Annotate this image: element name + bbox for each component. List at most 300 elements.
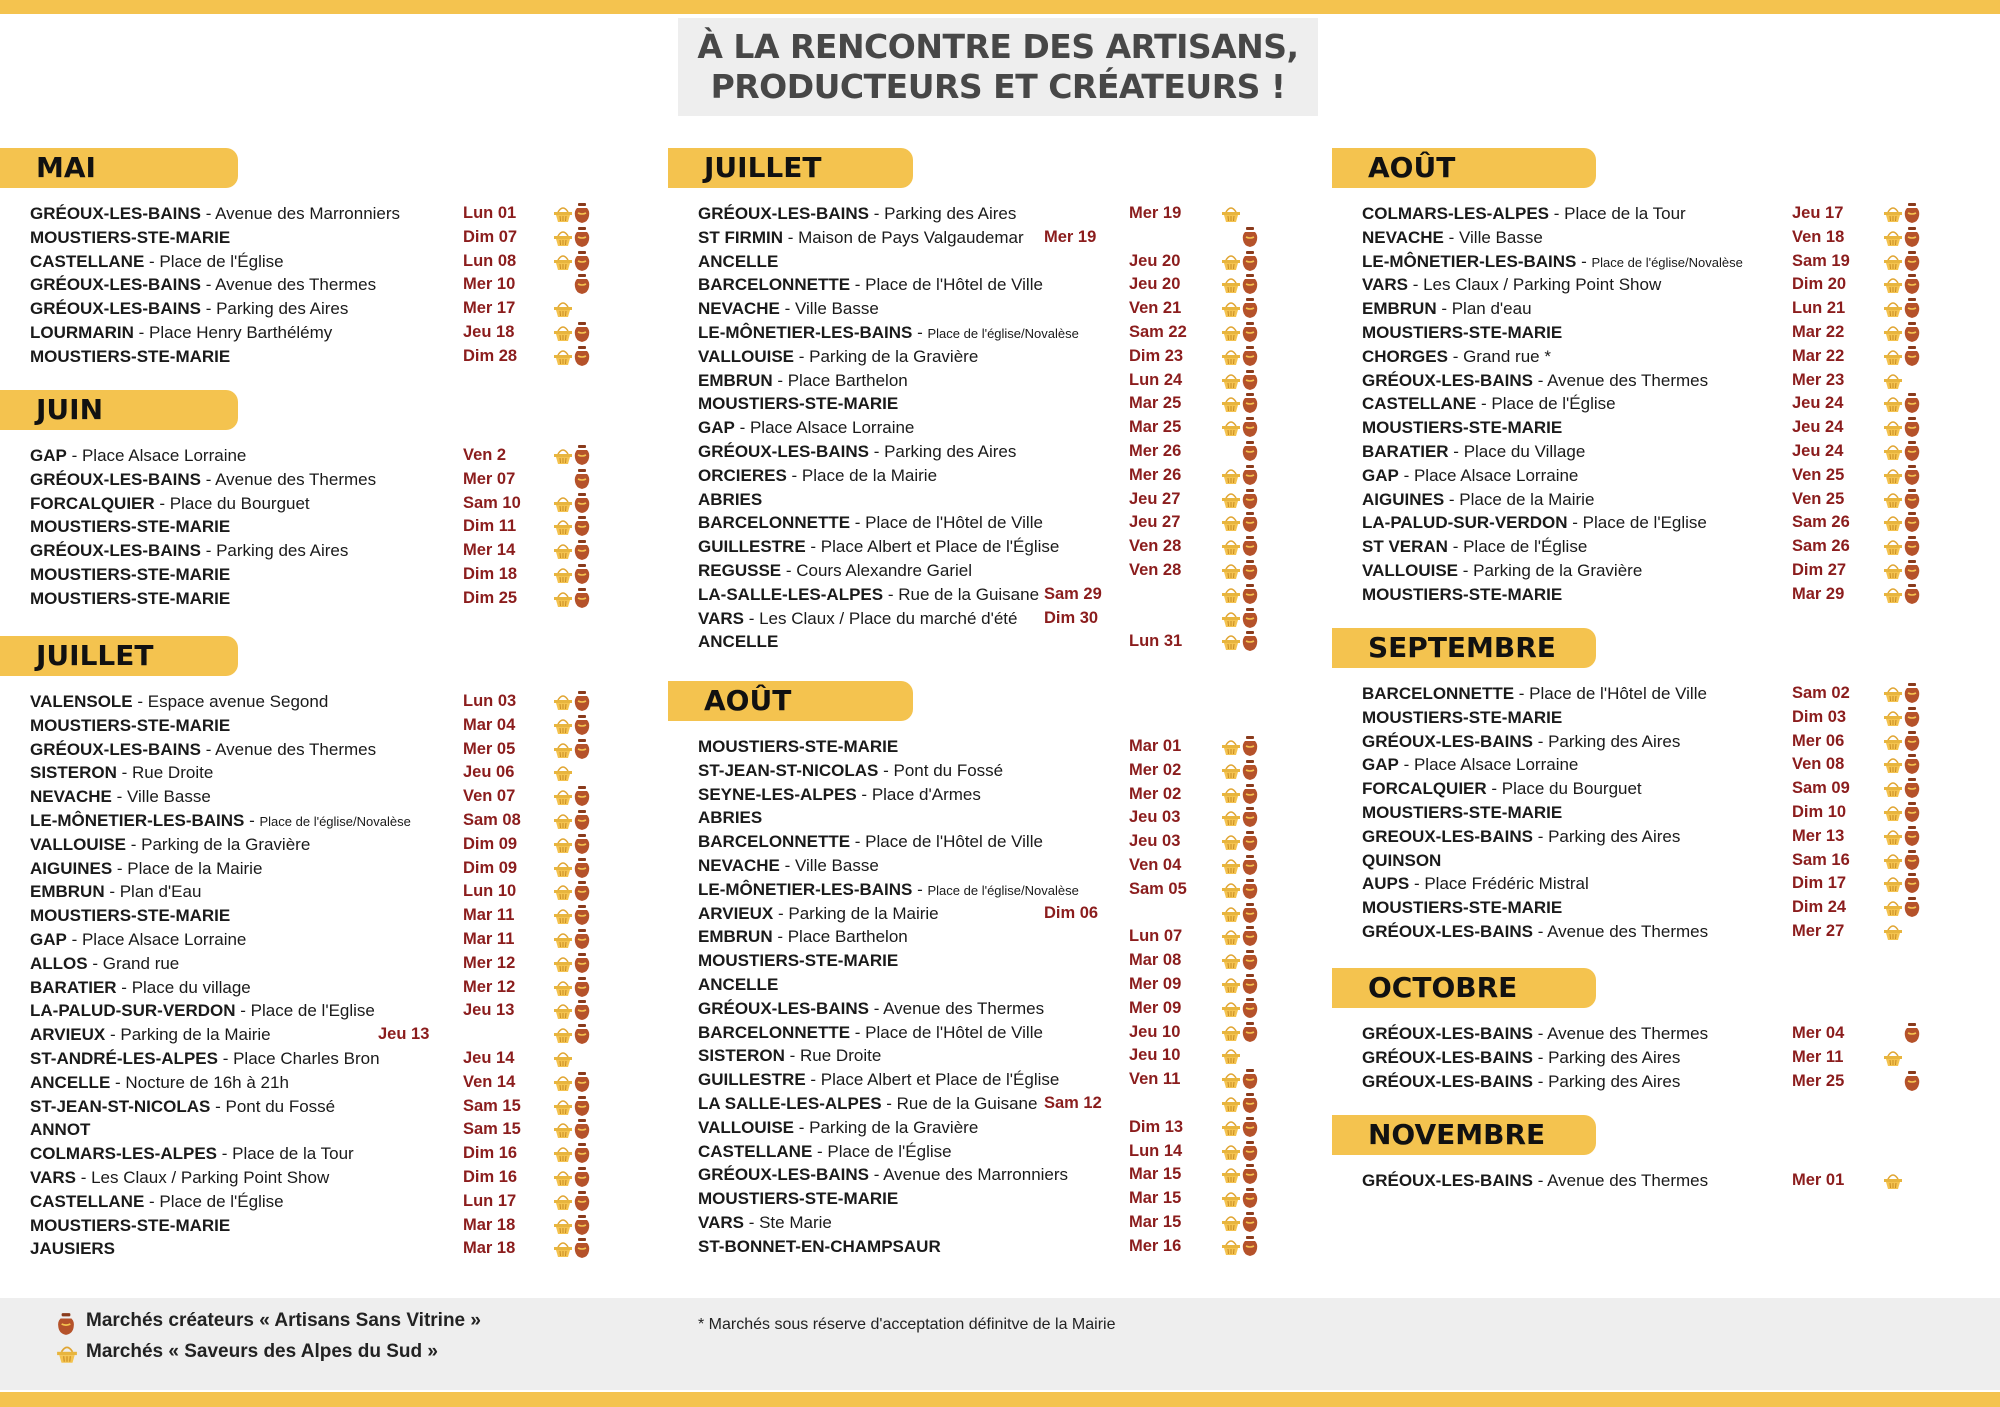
jar-icon (1903, 511, 1921, 533)
market-date: Lun 21 (1792, 299, 1846, 318)
month-section (1332, 1115, 1992, 1193)
market-town: NEVACHE (698, 855, 780, 875)
jar-icon (1241, 345, 1259, 367)
market-venue: EMBRUN - Place Barthelon (698, 370, 908, 390)
jar-icon (573, 928, 591, 950)
market-row (0, 321, 660, 345)
market-row (0, 1071, 660, 1095)
market-place: Place Albert et Place de l'Église (820, 537, 1060, 557)
basket-icon (553, 323, 573, 343)
market-place: Rue Droite (132, 763, 214, 783)
market-place: Place Albert et Place de l'Église (820, 1070, 1060, 1090)
month-heading: JUILLET (668, 148, 913, 188)
basket-icon (1883, 252, 1903, 272)
jar-icon (1241, 488, 1259, 510)
market-row (0, 492, 660, 516)
basket-icon (553, 882, 573, 902)
market-town: GAP (698, 418, 735, 438)
market-row (0, 587, 660, 611)
market-row (668, 1235, 1328, 1259)
basket-icon (1221, 275, 1241, 295)
market-town: ST-BONNET-EN-CHAMPSAUR (698, 1236, 941, 1256)
jar-icon (1241, 783, 1259, 805)
market-town: ABRIES (698, 489, 763, 509)
market-venue (30, 1214, 230, 1238)
basket-icon (553, 1097, 573, 1117)
market-date: Dim 09 (463, 858, 518, 877)
month-heading: OCTOBRE (1332, 968, 1596, 1008)
market-date: Mar 08 (1129, 951, 1182, 970)
market-town: MOUSTIERS-STE-MARIE (30, 517, 231, 537)
basket-icon (553, 299, 573, 319)
market-place: Grand rue (102, 953, 180, 973)
jar-icon (1241, 1163, 1259, 1185)
market-town: VARS (698, 608, 744, 628)
market-place: Avenue des Thermes (1547, 1024, 1709, 1043)
market-venue: LA SALLE-LES-ALPES - Rue de la Guisane (698, 1093, 1038, 1113)
market-row (668, 949, 1328, 973)
market-venue: ST-JEAN-ST-NICOLAS - Pont du Fossé (30, 1096, 336, 1116)
market-town: GAP (1362, 755, 1399, 775)
market-date: Dim 10 (1792, 802, 1847, 821)
basket-icon (553, 906, 573, 926)
market-venue: BARCELONNETTE - Place de l'Hôtel de Ville (698, 1022, 1043, 1042)
market-venue: ANCELLE - Nocture de 16h à 21h (30, 1072, 289, 1092)
market-venue: GRÉOUX-LES-BAINS - Avenue des Thermes (30, 469, 377, 489)
jar-icon (573, 1071, 591, 1093)
basket-icon (1221, 975, 1241, 995)
market-date: Ven 04 (1129, 855, 1182, 874)
market-row (0, 999, 660, 1023)
market-town: MOUSTIERS-STE-MARIE (698, 1189, 899, 1209)
basket-icon (1221, 347, 1241, 367)
market-date: Sam 26 (1792, 513, 1850, 532)
market-place: Parking des Aires (884, 441, 1017, 461)
basket-icon (1221, 737, 1241, 757)
market-town: LE-MÔNETIER-LES-BAINS (30, 810, 245, 830)
market-venue: COLMARS-LES-ALPES - Place de la Tour (30, 1144, 354, 1164)
market-place: Les Claux / Parking Point Show (1423, 275, 1662, 295)
basket-icon (1883, 898, 1903, 918)
market-venue: CASTELLANE - Place de l'Église (1362, 394, 1616, 414)
jar-icon (573, 515, 591, 537)
market-town: LE-MÔNETIER-LES-BAINS (1362, 251, 1577, 271)
market-place: Rue Droite (800, 1046, 882, 1066)
market-place: Place Alsace Lorraine (81, 446, 247, 465)
market-row (1332, 753, 1992, 777)
market-row (1332, 321, 1992, 345)
market-row (668, 226, 1328, 250)
market-venue: ARVIEUX - Parking de la Mairie (698, 903, 939, 923)
market-venue: LA-SALLE-LES-ALPES - Rue de la Guisane (698, 584, 1040, 604)
market-venue: GRÉOUX-LES-BAINS - Avenue des Thermes (1362, 1024, 1709, 1043)
market-place: Rue de la Guisane (898, 584, 1040, 604)
market-venue (698, 735, 898, 759)
market-date: Dim 27 (1792, 560, 1847, 579)
basket-icon (553, 589, 573, 609)
market-venue: ST-ANDRÉ-LES-ALPES - Place Charles Bron (30, 1048, 380, 1068)
month-heading: NOVEMBRE (1332, 1115, 1596, 1155)
market-date: Sam 09 (1792, 779, 1850, 798)
basket-icon (1883, 490, 1903, 510)
jar-icon (573, 273, 591, 295)
jar-icon (573, 714, 591, 736)
market-place: Place de l'église/Novalèse (259, 813, 411, 829)
market-row (0, 690, 660, 714)
basket-icon (1883, 708, 1903, 728)
market-venue: GRÉOUX-LES-BAINS - Parking des Aires (1362, 1047, 1681, 1067)
market-venue: VARS - Ste Marie (698, 1212, 832, 1232)
market-town: GRÉOUX-LES-BAINS (1362, 1071, 1533, 1091)
jar-icon (1241, 250, 1259, 272)
jar-icon (1903, 730, 1921, 752)
month-section (0, 390, 660, 611)
market-town: CASTELLANE (1362, 394, 1477, 414)
market-place: Les Claux / Parking Point Show (91, 1167, 330, 1187)
market-row (1332, 730, 1992, 754)
basket-icon (1883, 922, 1903, 942)
market-venue: GRÉOUX-LES-BAINS - Avenue des Marronniers (30, 204, 401, 223)
basket-icon (553, 716, 573, 736)
market-venue (698, 1235, 941, 1259)
market-date: Sam 10 (463, 493, 521, 512)
market-row (1332, 345, 1992, 369)
market-date: Mer 13 (1792, 826, 1845, 845)
market-date: Ven 28 (1129, 537, 1182, 556)
market-date: Dim 07 (463, 227, 518, 246)
market-date: Jeu 24 (1792, 394, 1844, 413)
month-heading: JUIN (0, 390, 238, 430)
market-town: LE-MÔNETIER-LES-BAINS (698, 879, 913, 899)
market-venue: BARATIER - Place du village (30, 977, 251, 997)
basket-icon (1221, 466, 1241, 486)
market-town: ST-ANDRÉ-LES-ALPES (30, 1048, 218, 1068)
market-town: ANNOT (30, 1120, 91, 1140)
jar-icon (1903, 1022, 1921, 1044)
jar-icon (1903, 682, 1921, 704)
market-date: Mar 18 (463, 1215, 516, 1234)
market-place: Pont du Fossé (225, 1096, 336, 1116)
market-row (668, 878, 1328, 902)
market-venue (698, 630, 778, 654)
basket-icon (1883, 684, 1903, 704)
market-place: Place d'Armes (871, 784, 981, 804)
market-place: Parking des Aires (216, 299, 349, 319)
market-row (668, 1021, 1328, 1045)
jar-icon (573, 880, 591, 902)
market-town: GAP (1362, 465, 1399, 485)
market-place: Avenue des Thermes (1547, 921, 1709, 941)
market-town: GRÉOUX-LES-BAINS (698, 441, 869, 461)
market-place: Place de l'Hôtel de Ville (865, 832, 1043, 852)
market-date: Jeu 20 (1129, 275, 1181, 294)
market-row (668, 345, 1328, 369)
market-town: GRÉOUX-LES-BAINS (698, 998, 869, 1018)
market-venue: VALLOUISE - Parking de la Gravière (698, 346, 979, 366)
market-row (0, 761, 660, 785)
market-place: Place du Bourguet (1501, 779, 1642, 799)
market-town: VALLOUISE (1362, 560, 1459, 580)
market-place: Parking des Aires (1548, 826, 1681, 846)
jar-icon (573, 952, 591, 974)
market-row (1332, 392, 1992, 416)
market-place: Place de l'église/Novalèse (1591, 254, 1743, 270)
market-place: Place Henry Barthélémy (149, 322, 333, 342)
basket-icon (1883, 1048, 1903, 1068)
market-date: Dim 30 (1044, 608, 1099, 627)
month-section (1332, 628, 1992, 944)
basket-icon (1883, 347, 1903, 367)
market-town: GRÉOUX-LES-BAINS (30, 275, 201, 295)
basket-icon (1221, 999, 1241, 1019)
market-venue: GRÉOUX-LES-BAINS - Parking des Aires (698, 204, 1017, 223)
market-date: Sam 19 (1792, 251, 1850, 270)
market-date: Sam 08 (463, 810, 521, 829)
market-town: ABRIES (698, 808, 763, 828)
market-venue (698, 488, 762, 512)
market-date: Mer 06 (1792, 731, 1845, 750)
market-venue (1362, 321, 1562, 345)
market-town: FORCALQUIER (30, 493, 155, 513)
market-date: Dim 06 (1044, 903, 1099, 922)
market-venue (30, 904, 230, 928)
market-place: Rue de la Guisane (896, 1093, 1038, 1113)
market-row (0, 444, 660, 468)
basket-icon (553, 1239, 573, 1259)
title-line-2: PRODUCTEURS ET CRÉATEURS ! (710, 67, 1286, 106)
market-row (1332, 250, 1992, 274)
month-section (1332, 148, 1992, 607)
basket-icon (1221, 1046, 1241, 1066)
market-town: EMBRUN (30, 882, 105, 902)
jar-icon (1241, 973, 1259, 995)
market-date: Dim 16 (463, 1167, 518, 1186)
market-place: Place de l'Église (827, 1141, 952, 1161)
market-venue: GRÉOUX-LES-BAINS - Parking des Aires (698, 441, 1017, 461)
market-date: Mer 12 (463, 977, 516, 996)
market-row (0, 1023, 660, 1047)
basket-icon (1883, 442, 1903, 462)
market-venue: GRÉOUX-LES-BAINS - Avenue des Thermes (1362, 370, 1709, 390)
market-town: MOUSTIERS-STE-MARIE (30, 588, 231, 608)
market-row (0, 1118, 660, 1142)
market-place: Avenue des Marronniers (883, 1165, 1069, 1185)
jar-icon (1903, 297, 1921, 319)
market-town: VALLOUISE (698, 1117, 795, 1137)
basket-icon (553, 811, 573, 831)
market-place: Parking de la Gravière (1473, 560, 1643, 580)
market-date: Jeu 03 (1129, 832, 1181, 851)
market-town: JAUSIERS (30, 1239, 116, 1259)
market-place: Espace avenue Segond (147, 692, 329, 711)
market-row (0, 809, 660, 833)
market-venue: AUPS - Place Frédéric Mistral (1362, 874, 1589, 894)
basket-icon (1883, 755, 1903, 775)
market-row (668, 464, 1328, 488)
market-row (668, 830, 1328, 854)
market-venue: EMBRUN - Place Barthelon (698, 927, 908, 947)
market-town: LA-SALLE-LES-ALPES (698, 584, 884, 604)
jar-icon (1903, 464, 1921, 486)
market-venue: GAP - Place Alsace Lorraine (1362, 755, 1579, 775)
jar-icon (1903, 706, 1921, 728)
market-date: Ven 21 (1129, 299, 1182, 318)
market-row (1332, 682, 1992, 706)
jar-icon (573, 1214, 591, 1236)
market-venue: NEVACHE - Ville Basse (698, 299, 879, 319)
basket-icon (1221, 1165, 1241, 1185)
basket-icon (553, 204, 573, 224)
market-town: ARVIEUX (698, 903, 774, 923)
market-row (1332, 297, 1992, 321)
jar-icon (573, 1237, 591, 1259)
market-venue: NEVACHE - Ville Basse (698, 855, 879, 875)
market-town: GRÉOUX-LES-BAINS (1362, 1024, 1533, 1043)
market-row (1332, 825, 1992, 849)
jar-icon (1241, 416, 1259, 438)
basket-icon (553, 1216, 573, 1236)
market-town: AIGUINES (30, 858, 113, 878)
market-date: Dim 16 (463, 1144, 518, 1163)
market-venue: GRÉOUX-LES-BAINS - Parking des Aires (30, 541, 349, 561)
month-heading: JUILLET (0, 636, 238, 676)
market-venue: NEVACHE - Ville Basse (30, 787, 211, 807)
basket-icon (1883, 851, 1903, 871)
market-town: ST VERAN (1362, 537, 1448, 557)
market-place: Parking des Aires (1548, 731, 1681, 751)
market-date: Ven 07 (463, 787, 516, 806)
market-town: EMBRUN (698, 927, 773, 947)
jar-icon (1903, 440, 1921, 462)
market-row (1332, 369, 1992, 393)
basket-icon (553, 1192, 573, 1212)
basket-icon (1221, 513, 1241, 533)
market-venue: GAP - Place Alsace Lorraine (30, 929, 247, 949)
market-row (668, 273, 1328, 297)
market-date: Mar 22 (1792, 346, 1845, 365)
jar-icon (573, 1190, 591, 1212)
market-town: NEVACHE (698, 299, 780, 319)
market-venue: GRÉOUX-LES-BAINS - Parking des Aires (1362, 731, 1681, 751)
jar-icon (1903, 535, 1921, 557)
market-row (1332, 849, 1992, 873)
market-date: Ven 08 (1792, 755, 1845, 774)
market-date: Mar 11 (463, 906, 515, 925)
market-date: Ven 14 (463, 1072, 516, 1091)
market-row (0, 857, 660, 881)
basket-icon (1221, 609, 1241, 629)
basket-icon (1221, 761, 1241, 781)
market-date: Jeu 20 (1129, 251, 1181, 270)
market-row (1332, 273, 1992, 297)
market-town: ANCELLE (698, 632, 779, 652)
market-date: Sam 15 (463, 1096, 521, 1115)
market-town: ALLOS (30, 953, 88, 973)
market-town: MOUSTIERS-STE-MARIE (30, 906, 231, 926)
legend-jar-label: Marchés créateurs « Artisans Sans Vitrine » (86, 1310, 481, 1331)
market-date: Mer 27 (1792, 921, 1845, 940)
month-section (0, 636, 660, 1261)
jar-icon (1241, 735, 1259, 757)
jar-icon (573, 857, 591, 879)
jar-icon (573, 809, 591, 831)
market-venue: CASTELLANE - Place de l'Église (30, 1191, 284, 1211)
market-date: Sam 29 (1044, 584, 1102, 603)
market-venue: GREOUX-LES-BAINS - Parking des Aires (1362, 826, 1681, 846)
market-venue (698, 1187, 898, 1211)
basket-icon (1221, 1023, 1241, 1043)
jar-icon (573, 785, 591, 807)
market-row (668, 369, 1328, 393)
market-place: Place du village (131, 977, 251, 997)
market-town: ORCIERES (698, 465, 787, 485)
market-venue: REGUSSE - Cours Alexandre Gariel (698, 560, 973, 580)
market-venue: VARS - Les Claux / Parking Point Show (30, 1167, 330, 1187)
market-town: BARCELONNETTE (698, 832, 851, 852)
basket-icon (1221, 880, 1241, 900)
market-row (668, 559, 1328, 583)
market-row (0, 976, 660, 1000)
basket-icon (1883, 513, 1903, 533)
market-row (1332, 1046, 1992, 1070)
market-venue: LOURMARIN - Place Henry Barthélémy (30, 322, 333, 342)
market-town: BARCELONNETTE (698, 513, 851, 533)
market-venue: CASTELLANE - Place de l'Église (698, 1141, 952, 1161)
jar-icon (56, 1312, 76, 1342)
basket-icon (553, 763, 573, 783)
market-row (0, 833, 660, 857)
month-section (668, 681, 1328, 1259)
market-row (1332, 872, 1992, 896)
market-town: CASTELLANE (30, 251, 145, 271)
market-place: Pont du Fossé (893, 760, 1004, 780)
market-row (0, 539, 660, 563)
jar-icon (1241, 535, 1259, 557)
market-row (0, 714, 660, 738)
basket-icon (553, 978, 573, 998)
market-town: NEVACHE (1362, 227, 1444, 247)
jar-icon (1241, 1140, 1259, 1162)
market-town: MOUSTIERS-STE-MARIE (1362, 898, 1563, 918)
market-date: Lun 24 (1129, 370, 1183, 389)
market-row (668, 440, 1328, 464)
market-date: Ven 18 (1792, 227, 1845, 246)
market-place: Parking de la Gravière (809, 346, 979, 366)
market-town: CASTELLANE (698, 1141, 813, 1161)
market-venue (1362, 416, 1562, 440)
market-row (1332, 488, 1992, 512)
jar-icon (573, 444, 591, 466)
market-row (0, 515, 660, 539)
market-town: LA-PALUD-SUR-VERDON (1362, 513, 1568, 533)
basket-icon (1221, 927, 1241, 947)
market-row (0, 904, 660, 928)
market-town: VALENSOLE (30, 692, 133, 711)
basket-icon (553, 565, 573, 585)
market-venue: GAP - Place Alsace Lorraine (30, 446, 247, 465)
market-row (668, 488, 1328, 512)
market-row (1332, 1169, 1992, 1193)
market-date: Sam 15 (463, 1120, 521, 1139)
month-section (0, 148, 660, 369)
market-row (668, 783, 1328, 807)
market-place: Place de l'Église (1491, 394, 1616, 414)
market-date: Mar 25 (1129, 394, 1182, 413)
page-title (678, 18, 1318, 116)
basket-icon (1221, 1189, 1241, 1209)
market-date: Dim 28 (463, 346, 518, 365)
market-venue (698, 392, 898, 416)
